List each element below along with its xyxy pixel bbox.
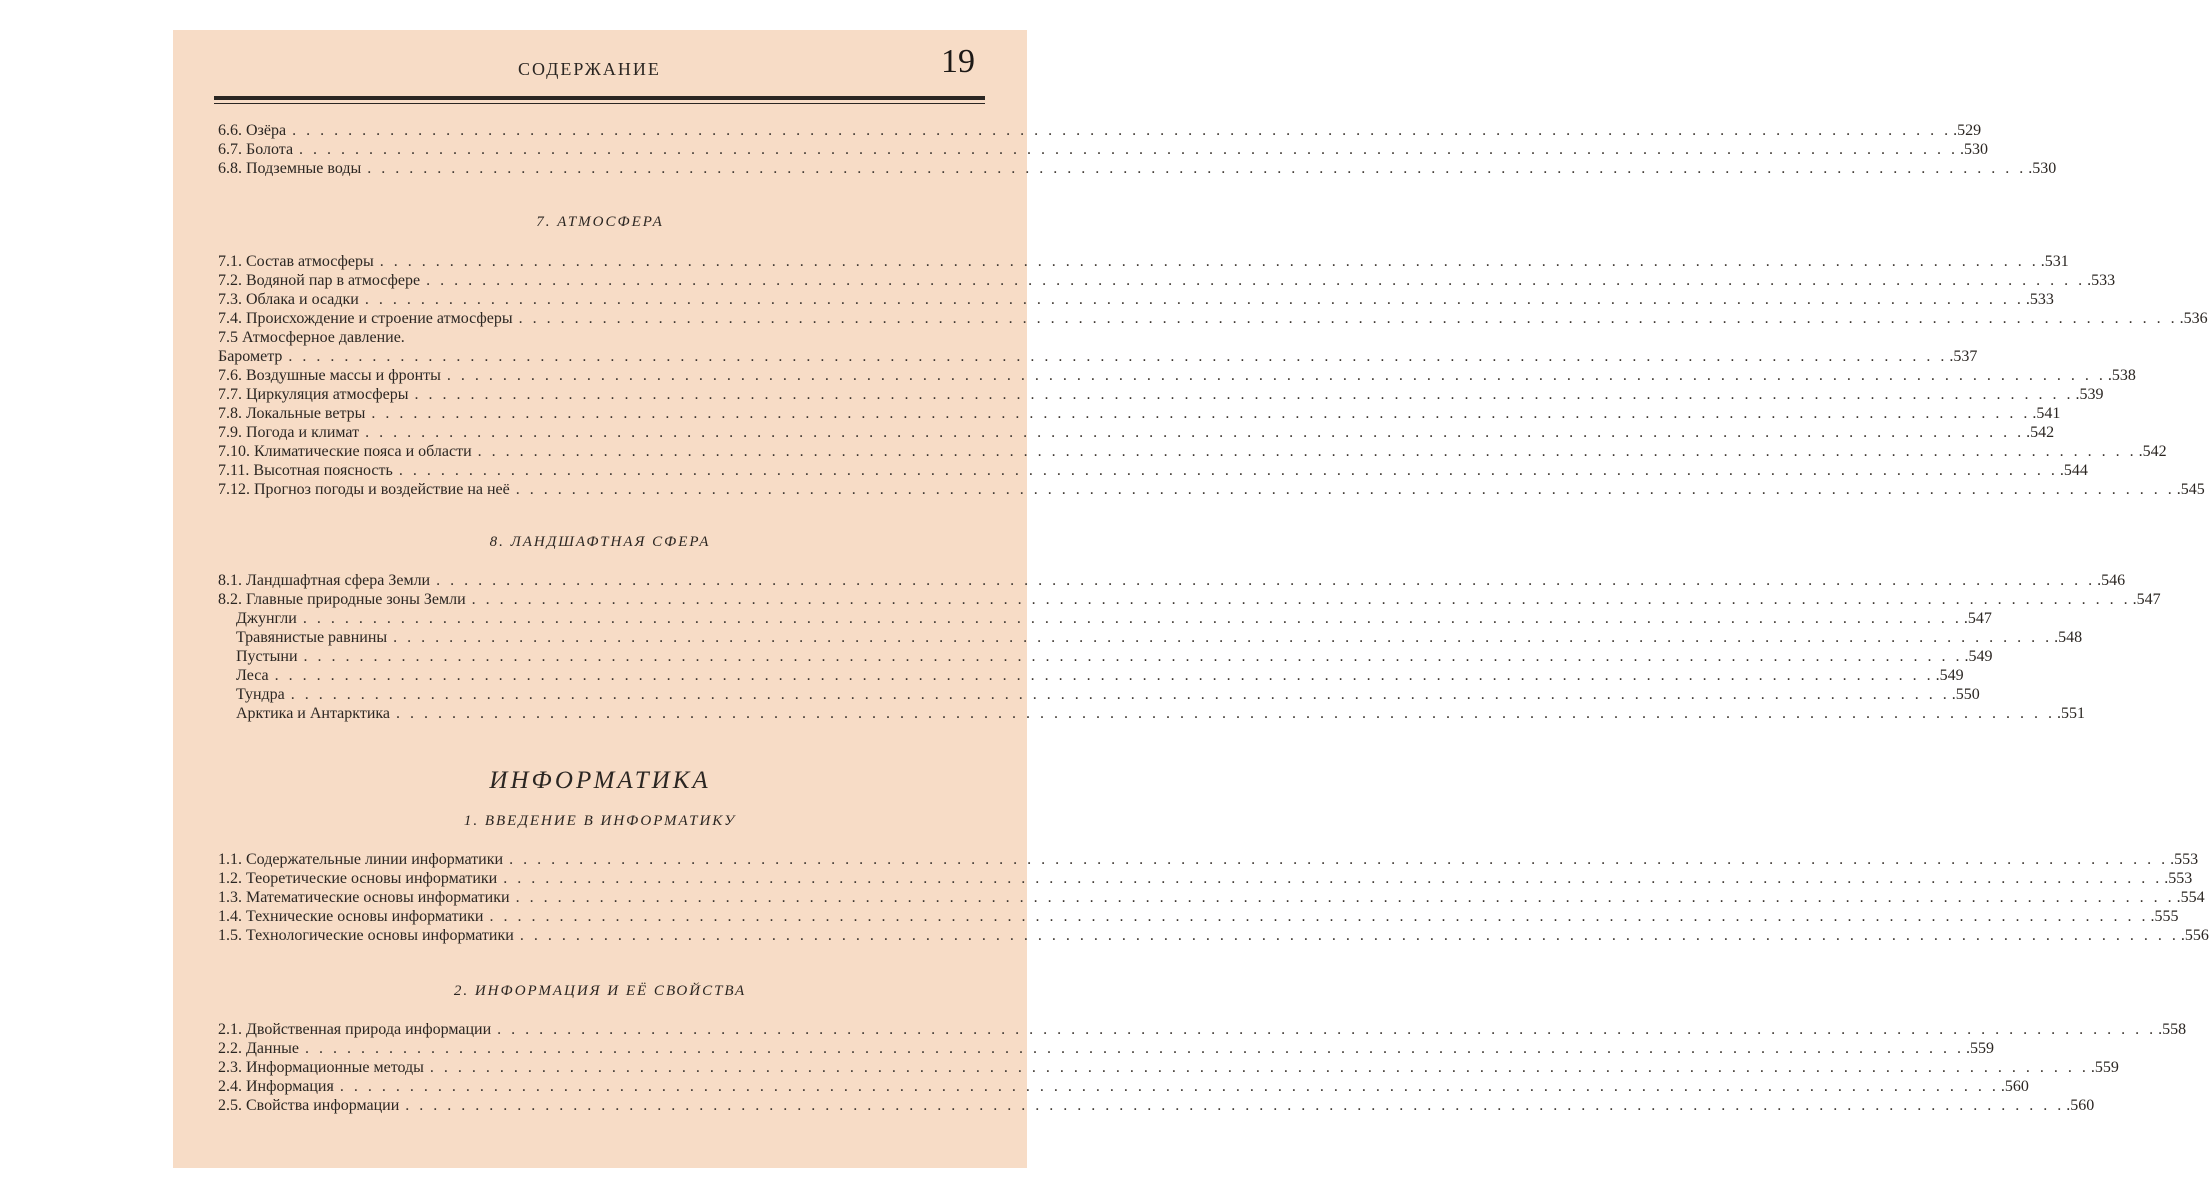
toc-entry — [218, 1020, 2187, 1039]
dot-leader: . . . . . . . . . . . . . . . . . . . . . . . . . . . . . . . . . . . . . . . . . . . . . . . . . . . . . . . . . . . . . . . . . . . . . . . . . . . . . . . . . . . . . . . . . . . . . . . . . . . . . . . . . . . . . . . . . . . . . . . — [364, 291, 2024, 308]
section-heading-information: 2. ИНФОРМАЦИЯ И ЕЁ СВОЙСТВА — [453, 983, 747, 999]
toc-entry — [218, 850, 2199, 869]
entry-page: .544 — [2059, 462, 2088, 479]
part-heading-informatics: ИНФОРМАТИКА — [489, 767, 711, 794]
toc-entry — [218, 385, 2104, 404]
dot-leader: . . . . . . . . . . . . . . . . . . . . . . . . . . . . . . . . . . . . . . . . . . . . . . . . . . . . . . . . . . . . . . . . . . . . . . . . . . . . . . . . . . . . . . . . . . . . . . . . . . . . . . . . . . . . . . . . . . . . . . . — [299, 141, 1959, 158]
entry-title: 2.4. Информация — [218, 1078, 334, 1095]
toc-entry — [218, 590, 2161, 609]
entry-title: 6.6. Озёра — [218, 122, 287, 139]
entry-page: .549 — [1935, 667, 1964, 684]
dot-leader: . . . . . . . . . . . . . . . . . . . . . . . . . . . . . . . . . . . . . . . . . . . . . . . . . . . . . . . . . . . . . . . . . . . . . . . . . . . . . . . . . . . . . . . . . . . . . . . . . . . . . . . . . . . . . . . . . . . . . . . — [471, 591, 2131, 608]
dot-leader: . . . . . . . . . . . . . . . . . . . . . . . . . . . . . . . . . . . . . . . . . . . . . . . . . . . . . . . . . . . . . . . . . . . . . . . . . . . . . . . . . . . . . . . . . . . . . . . . . . . . . . . . . . . . . . . . . . . . . . . — [398, 462, 2058, 479]
entry-page: .555 — [2150, 908, 2179, 925]
toc-entry — [218, 461, 2088, 480]
dot-leader: . . . . . . . . . . . . . . . . . . . . . . . . . . . . . . . . . . . . . . . . . . . . . . . . . . . . . . . . . . . . . . . . . . . . . . . . . . . . . . . . . . . . . . . . . . . . . . . . . . . . . . . . . . . . . . . . . . . . . . . — [426, 272, 2086, 289]
entry-title: 7.4. Происхождение и строение атмосферы — [218, 310, 513, 327]
entry-page: .539 — [2075, 386, 2104, 403]
entry-page: .542 — [2026, 424, 2055, 441]
entry-page: .530 — [2028, 160, 2057, 177]
entry-title: 6.7. Болота — [218, 141, 294, 158]
dot-leader: . . . . . . . . . . . . . . . . . . . . . . . . . . . . . . . . . . . . . . . . . . . . . . . . . . . . . . . . . . . . . . . . . . . . . . . . . . . . . . . . . . . . . . . . . . . . . . . . . . . . . . . . . . . . . . . . . . . . . . . — [365, 424, 2025, 441]
toc-subentry — [236, 609, 1992, 628]
dot-leader: . . . . . . . . . . . . . . . . . . . . . . . . . . . . . . . . . . . . . . . . . . . . . . . . . . . . . . . . . . . . . . . . . . . . . . . . . . . . . . . . . . . . . . . . . . . . . . . . . . . . . . . . . . . . . . . . . . . . . . . — [292, 122, 1952, 139]
entry-title: 7.9. Погода и климат — [218, 424, 360, 441]
entry-page: .560 — [2066, 1097, 2095, 1114]
toc-entry — [218, 347, 1978, 366]
entry-page: .533 — [2025, 291, 2054, 308]
dot-leader: . . . . . . . . . . . . . . . . . . . . . . . . . . . . . . . . . . . . . . . . . . . . . . . . . . . . . . . . . . . . . . . . . . . . . . . . . . . . . . . . . . . . . . . . . . . . . . . . . . . . . . . . . . . . . . . . . . . . . . . — [305, 1040, 1964, 1057]
dot-leader: . . . . . . . . . . . . . . . . . . . . . . . . . . . . . . . . . . . . . . . . . . . . . . . . . . . . . . . . . . . . . . . . . . . . . . . . . . . . . . . . . . . . . . . . . . . . . . . . . . . . . . . . . . . . . . . . . . . . . . . — [274, 667, 1934, 684]
dot-leader: . . . . . . . . . . . . . . . . . . . . . . . . . . . . . . . . . . . . . . . . . . . . . . . . . . . . . . . . . . . . . . . . . . . . . . . . . . . . . . . . . . . . . . . . . . . . . . . . . . . . . . . . . . . . . . . . . . . . . . . — [290, 686, 1950, 703]
book-page — [173, 30, 2209, 1168]
toc-entry — [218, 271, 2116, 290]
toc-entry — [218, 571, 2126, 590]
entry-page: .547 — [2132, 591, 2161, 608]
entry-title: Барометр — [218, 348, 283, 365]
entry-title: 2.1. Двойственная природа информации — [218, 1021, 492, 1038]
entry-title: 8.2. Главные природные зоны Земли — [218, 591, 466, 608]
dot-leader: . . . . . . . . . . . . . . . . . . . . . . . . . . . . . . . . . . . . . . . . . . . . . . . . . . . . . . . . . . . . . . . . . . . . . . . . . . . . . . . . . . . . . . . . . . . . . . . . . . . . . . . . . . . . . . . . . . . . . . . — [518, 310, 2178, 327]
toc-subentry — [236, 666, 1964, 685]
entry-page: .538 — [2107, 367, 2136, 384]
toc-entry — [218, 926, 2209, 945]
toc-entry — [218, 1096, 2095, 1115]
dot-leader: . . . . . . . . . . . . . . . . . . . . . . . . . . . . . . . . . . . . . . . . . . . . . . . . . . . . . . . . . . . . . . . . . . . . . . . . . . . . . . . . . . . . . . . . . . . . . . . . . . . . . . . . . . . . . . . . . . . . . . . — [515, 889, 2175, 906]
toc-subentry — [236, 704, 2086, 723]
dot-leader: . . . . . . . . . . . . . . . . . . . . . . . . . . . . . . . . . . . . . . . . . . . . . . . . . . . . . . . . . . . . . . . . . . . . . . . . . . . . . . . . . . . . . . . . . . . . . . . . . . . . . . . . . . . . . . . . . . . . . . . — [393, 629, 2053, 646]
entry-title: Леса — [236, 667, 269, 684]
entry-title: 7.12. Прогноз погоды и воздействие на неё — [218, 481, 510, 498]
entry-page: .554 — [2176, 889, 2205, 906]
entry-title: Травянистые равнины — [236, 629, 388, 646]
entry-title: 1.1. Содержательные линии информатики — [218, 851, 504, 868]
entry-page: .560 — [2000, 1078, 2029, 1095]
entry-page: .531 — [2040, 253, 2069, 270]
dot-leader: . . . . . . . . . . . . . . . . . . . . . . . . . . . . . . . . . . . . . . . . . . . . . . . . . . . . . . . . . . . . . . . . . . . . . . . . . . . . . . . . . . . . . . . . . . . . . . . . . . . . . . . . . . . . . . . . . . . . . . . — [497, 1021, 2157, 1038]
entry-page: .553 — [2164, 870, 2193, 887]
entry-title: 1.5. Технологические основы информатики — [218, 927, 514, 944]
toc-entry — [218, 309, 2208, 328]
entry-page: .546 — [2097, 572, 2126, 589]
dot-leader: . . . . . . . . . . . . . . . . . . . . . . . . . . . . . . . . . . . . . . . . . . . . . . . . . . . . . . . . . . . . . . . . . . . . . . . . . . . . . . . . . . . . . . . . . . . . . . . . . . . . . . . . . . . . . . . . . . . . . . . — [429, 1059, 2089, 1076]
entry-page: .536 — [2179, 310, 2208, 327]
toc-subentry — [236, 647, 1993, 666]
toc-entry — [218, 404, 2061, 423]
entry-page: .529 — [1953, 122, 1982, 139]
toc-subentry — [236, 685, 1980, 704]
toc-entry — [218, 1039, 1994, 1058]
toc-subentry — [236, 628, 2083, 647]
page-header — [173, 30, 1027, 100]
entry-title: 2.2. Данные — [218, 1040, 299, 1057]
toc-entry — [218, 442, 2167, 461]
running-head: СОДЕРЖАНИЕ — [518, 59, 661, 79]
toc-entry — [218, 480, 2205, 499]
entry-page: .551 — [2057, 705, 2086, 722]
entry-page: .537 — [1949, 348, 1978, 365]
entry-title: 7.3. Облака и осадки — [218, 291, 359, 308]
entry-title: 7.1. Состав атмосферы — [218, 253, 374, 270]
section-heading-intro: 1. ВВЕДЕНИЕ В ИНФОРМАТИКУ — [463, 813, 737, 829]
toc-entry — [218, 252, 2069, 271]
dot-leader: . . . . . . . . . . . . . . . . . . . . . . . . . . . . . . . . . . . . . . . . . . . . . . . . . . . . . . . . . . . . . . . . . . . . . . . . . . . . . . . . . . . . . . . . . . . . . . . . . . . . . . . . . . . . . . . . . . . . . . . — [396, 705, 2056, 722]
entry-title: 2.5. Свойства информации — [218, 1097, 400, 1114]
dot-leader: . . . . . . . . . . . . . . . . . . . . . . . . . . . . . . . . . . . . . . . . . . . . . . . . . . . . . . . . . . . . . . . . . . . . . . . . . . . . . . . . . . . . . . . . . . . . . . . . . . . . . . . . . . . . . . . . . . . . . . . — [288, 348, 1948, 365]
entry-title: 7.7. Циркуляция атмосферы — [218, 386, 409, 403]
entry-page: .559 — [1966, 1040, 1994, 1057]
entry-page: .545 — [2176, 481, 2205, 498]
toc-entry — [218, 1058, 2119, 1077]
dot-leader: . . . . . . . . . . . . . . . . . . . . . . . . . . . . . . . . . . . . . . . . . . . . . . . . . . . . . . . . . . . . . . . . . . . . . . . . . . . . . . . . . . . . . . . . . . . . . . . . . . . . . . . . . . . . . . . . . . . . . . . — [503, 870, 2163, 887]
entry-page: .550 — [1951, 686, 1980, 703]
entry-page: .556 — [2180, 927, 2209, 944]
toc-entry — [218, 888, 2205, 907]
header-rule-thick — [214, 96, 985, 100]
entry-title: 7.10. Климатические пояса и области — [218, 443, 472, 460]
toc-entry — [218, 907, 2179, 926]
section-heading-landscape: 8. ЛАНДШАФТНАЯ СФЕРА — [489, 534, 711, 550]
dot-leader: . . . . . . . . . . . . . . . . . . . . . . . . . . . . . . . . . . . . . . . . . . . . . . . . . . . . . . . . . . . . . . . . . . . . . . . . . . . . . . . . . . . . . . . . . . . . . . . . . . . . . . . . . . . . . . . . . . . . . . . — [509, 851, 2169, 868]
entry-title: 7.2. Водяной пар в атмосфере — [218, 272, 421, 289]
entry-title: Джунгли — [236, 610, 297, 627]
entry-page: .548 — [2054, 629, 2083, 646]
dot-leader: . . . . . . . . . . . . . . . . . . . . . . . . . . . . . . . . . . . . . . . . . . . . . . . . . . . . . . . . . . . . . . . . . . . . . . . . . . . . . . . . . . . . . . . . . . . . . . . . . . . . . . . . . . . . . . . . . . . . . . . — [302, 610, 1962, 627]
dot-leader: . . . . . . . . . . . . . . . . . . . . . . . . . . . . . . . . . . . . . . . . . . . . . . . . . . . . . . . . . . . . . . . . . . . . . . . . . . . . . . . . . . . . . . . . . . . . . . . . . . . . . . . . . . . . . . . . . . . . . . . — [339, 1078, 1999, 1095]
dot-leader: . . . . . . . . . . . . . . . . . . . . . . . . . . . . . . . . . . . . . . . . . . . . . . . . . . . . . . . . . . . . . . . . . . . . . . . . . . . . . . . . . . . . . . . . . . . . . . . . . . . . . . . . . . . . . . . . . . . . . . . — [436, 572, 2096, 589]
entry-page: .533 — [2087, 272, 2116, 289]
dot-leader: . . . . . . . . . . . . . . . . . . . . . . . . . . . . . . . . . . . . . . . . . . . . . . . . . . . . . . . . . . . . . . . . . . . . . . . . . . . . . . . . . . . . . . . . . . . . . . . . . . . . . . . . . . . . . . . . . . . . . . . — [477, 443, 2137, 460]
dot-leader: . . . . . . . . . . . . . . . . . . . . . . . . . . . . . . . . . . . . . . . . . . . . . . . . . . . . . . . . . . . . . . . . . . . . . . . . . . . . . . . . . . . . . . . . . . . . . . . . . . . . . . . . . . . . . . . . . . . . . . . — [379, 253, 2039, 270]
entry-title: 6.8. Подземные воды — [218, 160, 362, 177]
entry-page: .553 — [2170, 851, 2199, 868]
toc-entry — [218, 1077, 2029, 1096]
entry-title: Тундра — [236, 686, 285, 703]
entry-title: 2.3. Информационные методы — [218, 1059, 424, 1076]
page-number: 19 — [941, 43, 975, 80]
dot-leader: . . . . . . . . . . . . . . . . . . . . . . . . . . . . . . . . . . . . . . . . . . . . . . . . . . . . . . . . . . . . . . . . . . . . . . . . . . . . . . . . . . . . . . . . . . . . . . . . . . . . . . . . . . . . . . . . . . . . . . . — [519, 927, 2179, 944]
dot-leader: . . . . . . . . . . . . . . . . . . . . . . . . . . . . . . . . . . . . . . . . . . . . . . . . . . . . . . . . . . . . . . . . . . . . . . . . . . . . . . . . . . . . . . . . . . . . . . . . . . . . . . . . . . . . . . . . . . . . . . . — [515, 481, 2175, 498]
entry-page: .547 — [1963, 610, 1992, 627]
toc-entry — [218, 869, 2193, 888]
toc-entry — [218, 290, 2054, 309]
entry-title: 1.2. Теоретические основы информатики — [218, 870, 498, 887]
toc-entry — [218, 140, 1989, 159]
dot-leader: . . . . . . . . . . . . . . . . . . . . . . . . . . . . . . . . . . . . . . . . . . . . . . . . . . . . . . . . . . . . . . . . . . . . . . . . . . . . . . . . . . . . . . . . . . . . . . . . . . . . . . . . . . . . . . . . . . . . . . . — [367, 160, 2027, 177]
entry-title: 1.3. Математические основы информатики — [218, 889, 510, 906]
dot-leader: . . . . . . . . . . . . . . . . . . . . . . . . . . . . . . . . . . . . . . . . . . . . . . . . . . . . . . . . . . . . . . . . . . . . . . . . . . . . . . . . . . . . . . . . . . . . . . . . . . . . . . . . . . . . . . . . . . . . . . . — [303, 648, 1963, 665]
dot-leader: . . . . . . . . . . . . . . . . . . . . . . . . . . . . . . . . . . . . . . . . . . . . . . . . . . . . . . . . . . . . . . . . . . . . . . . . . . . . . . . . . . . . . . . . . . . . . . . . . . . . . . . . . . . . . . . . . . . . . . . — [489, 908, 2149, 925]
toc-entry — [218, 366, 2136, 385]
section-heading-atmosphere: 7. АТМОСФЕРА — [536, 214, 664, 230]
dot-leader: . . . . . . . . . . . . . . . . . . . . . . . . . . . . . . . . . . . . . . . . . . . . . . . . . . . . . . . . . . . . . . . . . . . . . . . . . . . . . . . . . . . . . . . . . . . . . . . . . . . . . . . . . . . . . . . . . . . . . . . — [371, 405, 2031, 422]
entry-page: .530 — [1960, 141, 1989, 158]
header-rule-thin — [214, 103, 985, 104]
dot-leader: . . . . . . . . . . . . . . . . . . . . . . . . . . . . . . . . . . . . . . . . . . . . . . . . . . . . . . . . . . . . . . . . . . . . . . . . . . . . . . . . . . . . . . . . . . . . . . . . . . . . . . . . . . . . . . . . . . . . . . . — [446, 367, 2106, 384]
entry-title: 7.8. Локальные ветры — [218, 405, 366, 422]
toc-entry — [218, 121, 1982, 140]
entry-page: .542 — [2138, 443, 2167, 460]
toc-entry-first-line: 7.5 Атмосферное давление. — [218, 329, 405, 346]
entry-title: 7.6. Воздушные массы и фронты — [218, 367, 441, 384]
entry-title: Пустыни — [236, 648, 298, 665]
entry-page: .559 — [2090, 1059, 2119, 1076]
entry-title: 1.4. Технические основы информатики — [218, 908, 484, 925]
entry-title: Арктика и Антарктика — [236, 705, 391, 722]
entry-page: .558 — [2158, 1021, 2187, 1038]
toc-entry — [218, 423, 2055, 442]
toc-entry — [218, 159, 2057, 178]
entry-page: .541 — [2032, 405, 2061, 422]
entry-page: .549 — [1964, 648, 1993, 665]
dot-leader: . . . . . . . . . . . . . . . . . . . . . . . . . . . . . . . . . . . . . . . . . . . . . . . . . . . . . . . . . . . . . . . . . . . . . . . . . . . . . . . . . . . . . . . . . . . . . . . . . . . . . . . . . . . . . . . . . . . . . . . — [414, 386, 2074, 403]
entry-title: 8.1. Ландшафтная сфера Земли — [218, 572, 431, 589]
dot-leader: . . . . . . . . . . . . . . . . . . . . . . . . . . . . . . . . . . . . . . . . . . . . . . . . . . . . . . . . . . . . . . . . . . . . . . . . . . . . . . . . . . . . . . . . . . . . . . . . . . . . . . . . . . . . . . . . . . . . . . . — [405, 1097, 2065, 1114]
entry-title: 7.11. Высотная поясность — [218, 462, 393, 479]
